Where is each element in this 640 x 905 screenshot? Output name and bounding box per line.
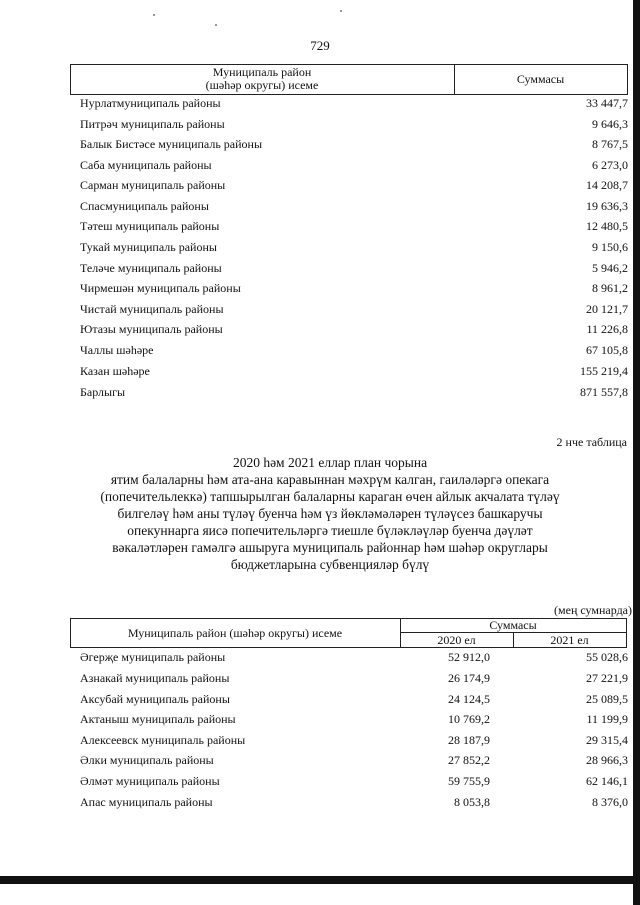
district-name: Тәтеш муниципаль районы bbox=[80, 219, 220, 233]
table2-header-name: Муниципаль район (шәһәр округы) исеме bbox=[127, 626, 343, 640]
table-row bbox=[80, 158, 628, 178]
amount: 9 150,6 bbox=[592, 240, 628, 254]
district-name: Сарман муниципаль районы bbox=[80, 178, 226, 192]
amount: 12 480,5 bbox=[586, 219, 628, 233]
amount: 5 946,2 bbox=[592, 261, 628, 275]
district-name: Актаныш муниципаль районы bbox=[80, 712, 236, 726]
table-row bbox=[80, 240, 628, 260]
amount-2020: 24 124,5 bbox=[448, 692, 490, 706]
title-line: опекуннарга яисә попечительләргә тиешле бүләкләүләр буенча дәүләт bbox=[127, 523, 533, 538]
table2-header-year-2021: 2021 ел bbox=[550, 633, 589, 647]
total-amount: 871 557,8 bbox=[580, 385, 628, 399]
amount-2020: 8 053,8 bbox=[454, 795, 490, 809]
table-row bbox=[80, 178, 628, 198]
district-name: Алексеевск муниципаль районы bbox=[80, 733, 246, 747]
district-name: Әгерҗе муниципаль районы bbox=[80, 650, 226, 664]
amount: 9 646,3 bbox=[592, 117, 628, 131]
table-row bbox=[80, 281, 628, 301]
district-name: Чистай муниципаль районы bbox=[80, 302, 224, 316]
district-name: Теләче муниципаль районы bbox=[80, 261, 222, 275]
table2-header-amount: Суммасы bbox=[489, 618, 537, 632]
title-line: билгеләү һәм аны түләү буенча һәм үз йөкләмәләрен түләүсез башкаручы bbox=[117, 506, 543, 521]
table-row bbox=[80, 364, 628, 384]
district-name: Апас муниципаль районы bbox=[80, 795, 213, 809]
scan-edge-right bbox=[633, 0, 640, 905]
scan-speck bbox=[340, 10, 342, 12]
table2-title bbox=[60, 454, 600, 573]
district-name: Азнакай муниципаль районы bbox=[80, 671, 230, 685]
table-row bbox=[80, 137, 628, 157]
district-name: Спасмуниципаль районы bbox=[80, 199, 209, 213]
table1-header-amount: Суммасы bbox=[516, 72, 565, 86]
scan-edge-bottom bbox=[0, 876, 640, 884]
table-row bbox=[80, 753, 628, 773]
table-row bbox=[80, 322, 628, 342]
total-label: Барлыгы bbox=[80, 385, 126, 399]
amount: 6 273,0 bbox=[592, 158, 628, 172]
amount-2021: 8 376,0 bbox=[592, 795, 628, 809]
amount-2021: 11 199,9 bbox=[586, 712, 628, 726]
title-line: вәкаләтләрен гамәлгә ашыруга муниципаль районнар һәм шәһәр округлары bbox=[112, 540, 548, 555]
district-name: Казан шәһәре bbox=[80, 364, 150, 378]
amount: 155 219,4 bbox=[580, 364, 628, 378]
table-row bbox=[80, 302, 628, 322]
amount: 67 105,8 bbox=[586, 343, 628, 357]
title-line: 2020 һәм 2021 еллар план чорына bbox=[232, 455, 428, 470]
district-name: Питрәч муниципаль районы bbox=[80, 117, 225, 131]
title-line: бюджетларына субвенцияләр бүлү bbox=[230, 557, 430, 572]
amount-2021: 29 315,4 bbox=[586, 733, 628, 747]
amount: 20 121,7 bbox=[586, 302, 628, 316]
table-row bbox=[80, 712, 628, 732]
district-name: Саба муниципаль районы bbox=[80, 158, 212, 172]
district-name: Нурлатмуниципаль районы bbox=[80, 96, 221, 110]
amount-2021: 62 146,1 bbox=[586, 774, 628, 788]
amount: 19 636,3 bbox=[586, 199, 628, 213]
amount-2020: 59 755,9 bbox=[448, 774, 490, 788]
table-row bbox=[80, 733, 628, 753]
table-row bbox=[80, 343, 628, 363]
table-row bbox=[80, 219, 628, 239]
title-line: ятим балаларны һәм ата-ана каравыннан мәхрүм калган, гаиләләргә опекага bbox=[110, 472, 550, 487]
amount-2020: 52 912,0 bbox=[448, 650, 490, 664]
amount-2021: 55 028,6 bbox=[586, 650, 628, 664]
district-name: Чаллы шәһәре bbox=[80, 343, 154, 357]
amount-2021: 28 966,3 bbox=[586, 753, 628, 767]
amount: 8 961,2 bbox=[592, 281, 628, 295]
title-line: (попечительлеккә) тапшырылган балаларны караган өчен айлык акчалата түләү bbox=[100, 489, 560, 504]
table-row bbox=[80, 795, 628, 815]
table1-header-name-line1: Муниципаль район bbox=[212, 65, 312, 79]
page-number: 729 bbox=[310, 38, 330, 53]
district-name: Әлмәт муниципаль районы bbox=[80, 774, 220, 788]
table-row bbox=[80, 199, 628, 219]
district-name: Балык Бистәсе муниципаль районы bbox=[80, 137, 263, 151]
table-row bbox=[80, 117, 628, 137]
district-name: Аксубай муниципаль районы bbox=[80, 692, 230, 706]
table-row bbox=[80, 96, 628, 116]
units-note: (мең сумнарда) bbox=[554, 603, 632, 617]
district-name: Ютазы муниципаль районы bbox=[80, 322, 223, 336]
table-row bbox=[80, 692, 628, 712]
amount: 8 767,5 bbox=[592, 137, 628, 151]
amount-2020: 10 769,2 bbox=[448, 712, 490, 726]
table-row bbox=[80, 650, 628, 670]
district-name: Тукай муниципаль районы bbox=[80, 240, 217, 254]
table-row bbox=[80, 671, 628, 691]
scan-speck bbox=[153, 14, 155, 16]
scan-speck bbox=[215, 24, 217, 26]
amount-2020: 27 852,2 bbox=[448, 753, 490, 767]
district-name: Әлки муниципаль районы bbox=[80, 753, 214, 767]
amount-2021: 27 221,9 bbox=[586, 671, 628, 685]
amount: 11 226,8 bbox=[586, 322, 628, 336]
amount-2021: 25 089,5 bbox=[586, 692, 628, 706]
table1-header-name-line2: (шәһәр округы) исеме bbox=[205, 78, 319, 92]
amount-2020: 28 187,9 bbox=[448, 733, 490, 747]
amount: 14 208,7 bbox=[586, 178, 628, 192]
amount: 33 447,7 bbox=[586, 96, 628, 110]
amount-2020: 26 174,9 bbox=[448, 671, 490, 685]
table-row bbox=[80, 261, 628, 281]
district-name: Чирмешән муниципаль районы bbox=[80, 281, 241, 295]
table2-header-year-2020: 2020 ел bbox=[437, 633, 476, 647]
table2-label: 2 нче таблица bbox=[556, 435, 627, 449]
table-row bbox=[80, 774, 628, 794]
table-row-total bbox=[80, 385, 628, 405]
